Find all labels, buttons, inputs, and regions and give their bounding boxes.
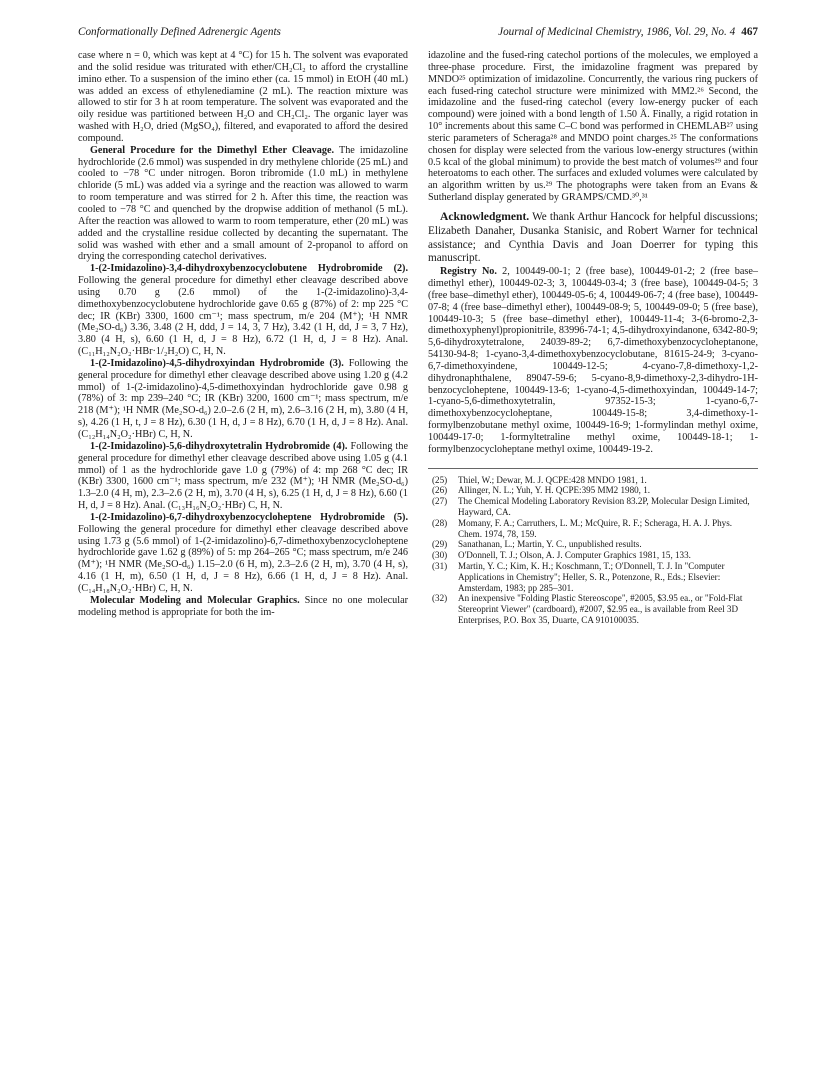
paragraph-imino-ether: case where n = 0, which was kept at 4 °C) for 15 h. The solvent was evaporated and the solid residue was triturated with ether/CH₂Cl₂ to afford the crystalline imino ether. To a suspension of the imino ether (ca. 15 mmol) in EtOH (40 mL) was added an excess of ethylenediamine (2 mL). The reaction mixture was allowed to stir for 3 h at room temperature. The solvent was evaporated and the oily residue was partitioned between H₂O and CH₂Cl₂. The organic layer was washed with H₂O, dried (MgSO₄), filtered, and evaporated to afford the desired compound. (78, 50, 408, 144)
paragraph-compound-3 (78, 358, 408, 441)
reference-text: Momany, F. A.; Carruthers, L. M.; McQuire, R. F.; Scheraga, H. A. J. Phys. Chem. 1974, 78, 159. (458, 517, 733, 539)
reference-number: (28) (432, 517, 448, 528)
paragraph-body: Following the general procedure for dimethyl ether cleavage described above using 1.05 g (4.1 mmol) of 1 as the hydrochloride gave 1.0 g (79%) of 4: mp 268 °C dec; IR (KBr) 3300, 1600 cm⁻¹; mass spectrum, m/e 232 (M⁺); ¹H NMR (Me₂SO-d₆) 1.3–2.0 (4 H, m), 2.3–2.6 (2 H, m), 3.70 (4 H, s), 6.25 (1 H, d, J = 8 Hz), 6.60 (1 H, d, J = 8 Hz). Anal. (C₁₃H₁₆N₂O₂·HBr) C, H, N. (78, 440, 408, 512)
compound-heading: 1-(2-Imidazolino)-5,6-dihydroxytetralin Hydrobromide (4). (90, 440, 348, 452)
reference-item (428, 539, 758, 550)
running-title: Conformationally Defined Adrenergic Agents (78, 26, 281, 38)
reference-item (428, 485, 758, 496)
reference-text: An inexpensive "Folding Plastic Stereoscope", #2005, $3.95 ea., or "Fold-Flat Stereoprint Viewer" (cardboard), #2007, $2.95 ea., is available from Reel 3D Enterprises, P.O. Box 35, Duarte, CA 910100035. (458, 593, 743, 626)
acknowledgment-body: We thank Arthur Hancock for helpful discussions; Elizabeth Danaher, Dusanka Stanisic, and Robert Warner for technical assistance; and Cynthia Davis and Joan Doerrer for typing this manuscript. (428, 210, 758, 265)
reference-text: Allinger, N. L.; Yuh, Y. H. QCPE:395 MM2 1980, 1. (458, 485, 651, 496)
references-list (428, 468, 758, 626)
reference-number: (25) (432, 474, 448, 485)
reference-text: Martin, Y. C.; Kim, K. H.; Koschmann, T.; O'Donnell, T. J. In "Computer Applications in Chemistry"; Heller, S. R., Potenzone, R., Eds.; Elsevier: Amsterdam, 1983; pp 285–301. (458, 561, 725, 593)
compound-heading: 1-(2-Imidazolino)-4,5-dihydroxyindan Hydrobromide (3). (90, 357, 344, 369)
left-column (78, 50, 408, 619)
running-header (78, 26, 758, 42)
paragraph-ether-cleavage (78, 145, 408, 263)
paragraph-compound-4 (78, 441, 408, 512)
reference-text: Sanathanan, L.; Martin, Y. C., unpublished results. (458, 539, 642, 550)
acknowledgment-section (428, 210, 758, 266)
registry-heading: Registry No. (440, 266, 497, 278)
section-heading: Molecular Modeling and Molecular Graphics. (90, 594, 300, 606)
reference-item (428, 593, 758, 625)
paragraph-compound-5 (78, 512, 408, 595)
journal-name: Journal of Medicinal Chemistry, 1986, Vol. 29, No. 4 (498, 26, 736, 38)
acknowledgment-paragraph (428, 210, 758, 266)
paragraph-compound-2 (78, 263, 408, 358)
reference-item (428, 496, 758, 518)
compound-heading: 1-(2-Imidazolino)-3,4-dihydroxybenzocyclobutene Hydrobromide (2). (90, 263, 408, 275)
reference-number: (32) (432, 593, 448, 604)
reference-number: (29) (432, 539, 448, 550)
acknowledgment-heading: Acknowledgment. (440, 209, 530, 223)
reference-item (428, 550, 758, 561)
paragraph-molecular-modeling (78, 595, 408, 619)
paragraph-body: Following the general procedure for dimethyl ether cleavage described above using 0.70 g (2.6 mmol) of the 1-(2-imidazolino)-3,4-dimethoxybenzocyclobutene hydrochloride gave 0.65 g (87%) of 2: mp 225 °C dec; IR (KBr) 3300, 1600 cm⁻¹; mass spectrum, m/e 204 (M⁺); ¹H NMR (Me₂SO-d₆) 3.36, 3.48 (2 H, ddd, J = 14, 3, 7 Hz), 3.42 (1 H, dd, J = 3, 7 Hz), 3.80 (4 H, s), 6.60 (1 H, d, J = 8 Hz), 6.72 (1 H, d, J = 8 Hz). Anal. (C₁₁H₁₂N₂O₂·HBr·1/₂H₂O) C, H, N. (78, 275, 408, 358)
paragraph-body: The imidazoline hydrochloride (2.6 mmol) was suspended in dry methylene chloride (25 mL) and cooled to −78 °C under nitrogen. Boron tribromide (1.0 mL) in methylene chloride (5 mL) was added via a syringe and the reaction was allowed to warm to room temperature and was stirred for 2 h. After this time, the reaction was cooled to −78 °C and quenched by the dropwise addition of methanol (5 mL). After the reaction was allowed to warm to room temperature, ether (20 mL) was added and the crystalline residue collected by decanting the supernatant. The solid was washed with ether and a small amount of 2-propanol to afford on drying the corresponding catechol derivatives. (78, 144, 409, 263)
paragraph-body: Since no one molecular modeling method is appropriate for both the im- (78, 594, 409, 618)
journal-citation (498, 26, 758, 38)
reference-number: (31) (432, 561, 448, 572)
section-heading: General Procedure for the Dimethyl Ether Cleavage. (90, 144, 335, 156)
reference-item (428, 518, 758, 540)
paragraph-body: Following the general procedure for dimethyl ether cleavage described above using 1.73 g (5.6 mmol) of 1-(2-imidazolino)-6,7-dimethoxybenzocycloheptene hydrochloride gave 1.62 g (89%) of 5: mp 264–265 °C; mass spectrum, m/e 246 (M⁺); ¹H NMR (Me₂SO-d₆) 1.15–2.0 (6 H, m), 2.3–2.6 (2 H, m), 3.70 (4 H, s), 4.16 (1 H, m), 6.50 (1 H, d, J = 8 Hz), 6.66 (1 H, d, J = 8 Hz). Anal. (C₁₄H₁₈N₂O₂·HBr) C, H, N. (78, 523, 408, 594)
reference-item (428, 475, 758, 486)
registry-paragraph (428, 266, 758, 456)
page-number: 467 (741, 26, 758, 38)
reference-number: (26) (432, 485, 448, 496)
reference-item (428, 561, 758, 593)
reference-text: Thiel, W.; Dewar, M. J. QCPE:428 MNDO 1981, 1. (458, 474, 647, 485)
reference-text: The Chemical Modeling Laboratory Revision 83.2P, Molecular Design Limited, Hayward, CA. (458, 496, 750, 518)
paragraph-modeling-continued: idazoline and the fused-ring catechol portions of the molecules, we employed a three-phase procedure. First, the imidazoline fragment was prepared by MNDO²⁵ optimization of imidazoline. Concurrently, the various ring puckers of each fused-ring catechol structure were minimized with MM2.²⁶ Second, the imidazoline and the fused-ring catechol (every low-energy pucker of each compound) were joined with a bond length of 1.50 Å. Finally, a rigid rotation in 10° increments about this same C–C bond was performed in CHEMLAB²⁷ using steric parameters of Scheraga²⁸ and MNDO point charges.²⁵ The conformations chosen for display were selected from the various low-energy structures (within 0.5 kcal of the global minimum) to provide the best match of volumes²⁹ and four heteroatoms to each other. The surfaces and exluded volumes were calculated by an algorithm written by us.²⁹ The photographs were taken from an Evans & Sutherland display generated by GRAMPS/CMD.³⁰,³¹ (428, 50, 758, 204)
right-column (428, 50, 758, 626)
reference-text: O'Donnell, T. J.; Olson, A. J. Computer Graphics 1981, 15, 133. (458, 550, 691, 561)
reference-number: (30) (432, 550, 448, 561)
registry-body: 2, 100449-00-1; 2 (free base), 100449-01-2; 2 (free base–dimethyl ether), 100449-02-3; 3, 100449-03-4; 3 (free base), 100449-04-5; 3 (free base–dimethyl ether), 100449-05-6; 4, 100449-06-7; 4 (free base), 100449-07-8; 4 (free base–dimethyl ether), 100449-08-9; 5, 100449-09-0; 5 (free base), 100449-10-3; 5 (free base–dimethyl ether), 100449-11-4; 3-(6-bromo-2,3-dimethoxyphenyl)propionitrile, 83996-74-1; 4,5-dihydroxyindanone, 6342-80-9; 5,6-dihydroxytetralone, 24039-89-2; 6,7-dimethoxybenzocycloheptanone, 54130-94-8; 1-cyano-3,4-dimethoxybenzocyclobutane, 81615-24-9; 3-cyano-6,7-dimethoxyindene, 100449-12-5; 4-cyano-7,8-dimethoxy-1,2-dihydronaphthalene, 89047-59-6; 5-cyano-8,9-dimethoxy-2,3-dihydro-1H-benzocycloheptene, 100449-13-6; 1-cyano-4,5-dimethoxyindan, 100449-14-7; 1-cyano-5,6-dimethoxytetralin, 97352-15-3; 1-cyano-6,7-dimethoxybenzocycloheptane, 100449-15-8; 3,4-dimethoxy-1-formylbenzobutane methyl oxime, 100449-16-9; 1-formylindan methyl oxime, 100449-17-0; 1-formyltetraline methyl oxime, 100449-18-1; 1-formylbenzocycloheptane methyl oxime, 100449-19-2. (428, 266, 758, 455)
compound-heading: 1-(2-Imidazolino)-6,7-dihydroxybenzocycloheptene Hydrobromide (5). (90, 511, 408, 523)
paragraph-body: Following the general procedure for dimethyl ether cleavage described above using 1.20 g (4.2 mmol) of 1-(2-imidazolino)-4,5-dimethoxyindan hydrochloride gave 0.98 g (78%) of 3: mp 239–240 °C; IR (KBr) 3200, 1600 cm⁻¹; mass spectrum, m/e 218 (M⁺); ¹H NMR (Me₂SO-d₆) 2.0–2.6 (2 H, m), 2.6–3.16 (2 H, m), 3.80 (4 H, s), 4.26 (1 H, t, J = 8 Hz), 6.30 (1 H, d, J = 8 Hz), 6.70 (1 H, d, J = 8 Hz). Anal. (C₁₂H₁₄N₂O₂·HBr) C, H, N. (78, 357, 408, 440)
reference-number: (27) (432, 496, 448, 507)
